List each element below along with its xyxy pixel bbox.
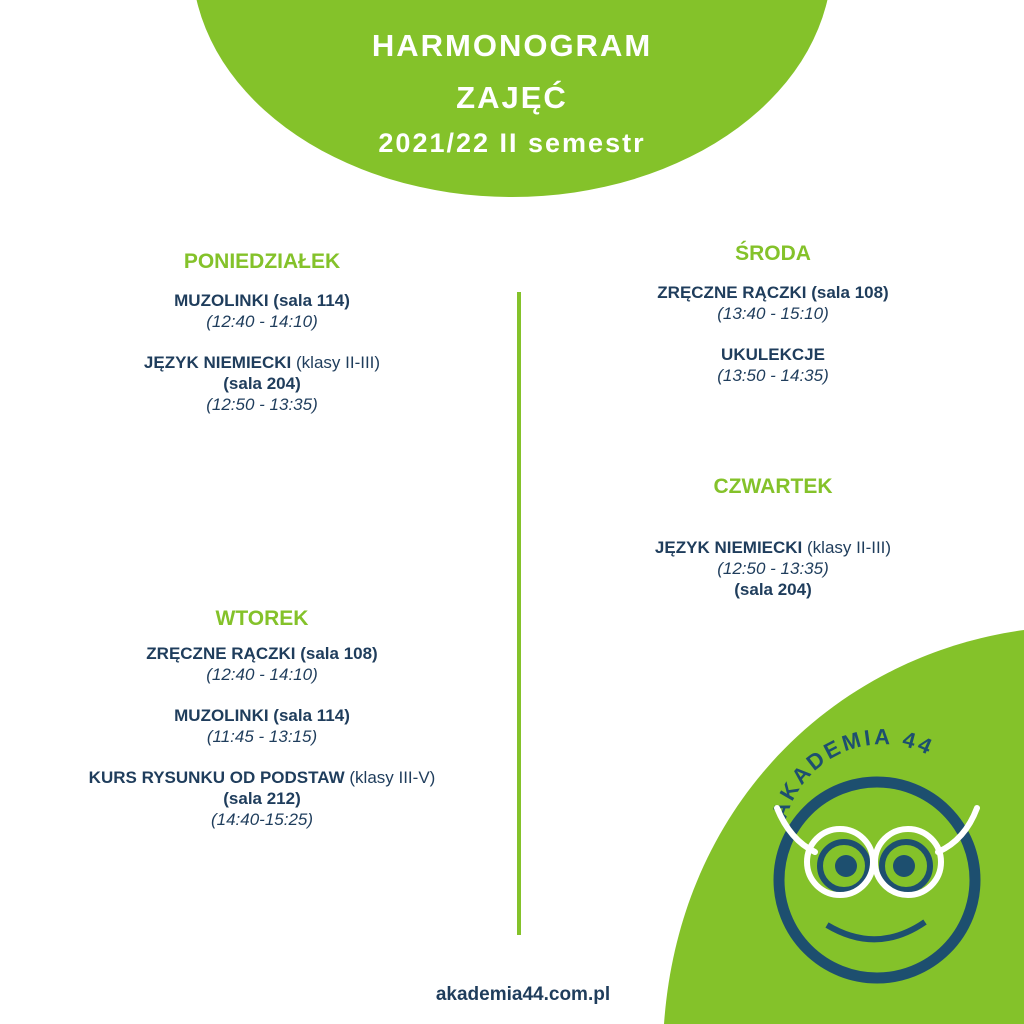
tuesday-section: [22, 607, 502, 850]
schedule-entry: [573, 344, 973, 386]
entry-title: JĘZYK NIEMIECKI: [654, 538, 803, 557]
eye-icon: [893, 855, 915, 877]
entry-title: KURS RYSUNKU OD PODSTAW: [88, 768, 345, 787]
entry-time: (12:40 - 14:10): [206, 312, 318, 331]
eye-icon: [835, 855, 857, 877]
schedule-entry: [22, 767, 502, 830]
entry-time: (13:50 - 14:35): [717, 366, 829, 385]
entry-title: UKULEKCJE: [721, 345, 825, 364]
title-line-1: HARMONOGRAM: [371, 28, 653, 63]
entry-room: (sala 212): [223, 789, 301, 808]
column-divider: [517, 292, 521, 935]
monday-section: [62, 250, 462, 435]
entry-note: (klasy III-V): [349, 768, 436, 787]
day-heading: WTOREK: [215, 607, 309, 630]
day-heading: CZWARTEK: [713, 475, 833, 498]
schedule-entry: [62, 352, 462, 415]
wednesday-section: [573, 242, 973, 406]
entry-time: (12:50 - 13:35): [206, 395, 318, 414]
entry-time: (14:40-15:25): [210, 810, 314, 829]
entry-note: (klasy II-III): [296, 353, 381, 372]
entry-note: (klasy II-III): [807, 538, 892, 557]
entry-time: (11:45 - 13:15): [206, 727, 318, 746]
schedule-entry: [573, 282, 973, 324]
entry-title: MUZOLINKI (sala 114): [174, 706, 350, 725]
entry-time: (12:40 - 14:10): [206, 665, 318, 684]
entry-time: (12:50 - 13:35): [717, 559, 829, 578]
day-heading: PONIEDZIAŁEK: [183, 250, 341, 273]
schedule-entry: [62, 290, 462, 332]
entry-title: MUZOLINKI (sala 114): [174, 291, 350, 310]
entry-room: (sala 204): [734, 580, 812, 599]
entry-title: ZRĘCZNE RĄCZKI (sala 108): [657, 283, 889, 302]
day-heading: ŚRODA: [735, 242, 811, 265]
entry-title: ZRĘCZNE RĄCZKI (sala 108): [146, 644, 378, 663]
title-line-3: 2021/22 II semestr: [378, 128, 646, 158]
entry-time: (13:40 - 15:10): [717, 304, 829, 323]
logo-text: AKADEMIA 44: [766, 724, 939, 822]
title-line-2: ZAJĘĆ: [456, 80, 568, 115]
schedule-entry: [573, 537, 973, 600]
schedule-entry: [22, 643, 502, 685]
entry-title: JĘZYK NIEMIECKI: [143, 353, 292, 372]
website-link[interactable]: akademia44.com.pl: [435, 984, 611, 1005]
entry-room: (sala 204): [223, 374, 301, 393]
thursday-section: [573, 475, 973, 620]
schedule-entry: [22, 705, 502, 747]
